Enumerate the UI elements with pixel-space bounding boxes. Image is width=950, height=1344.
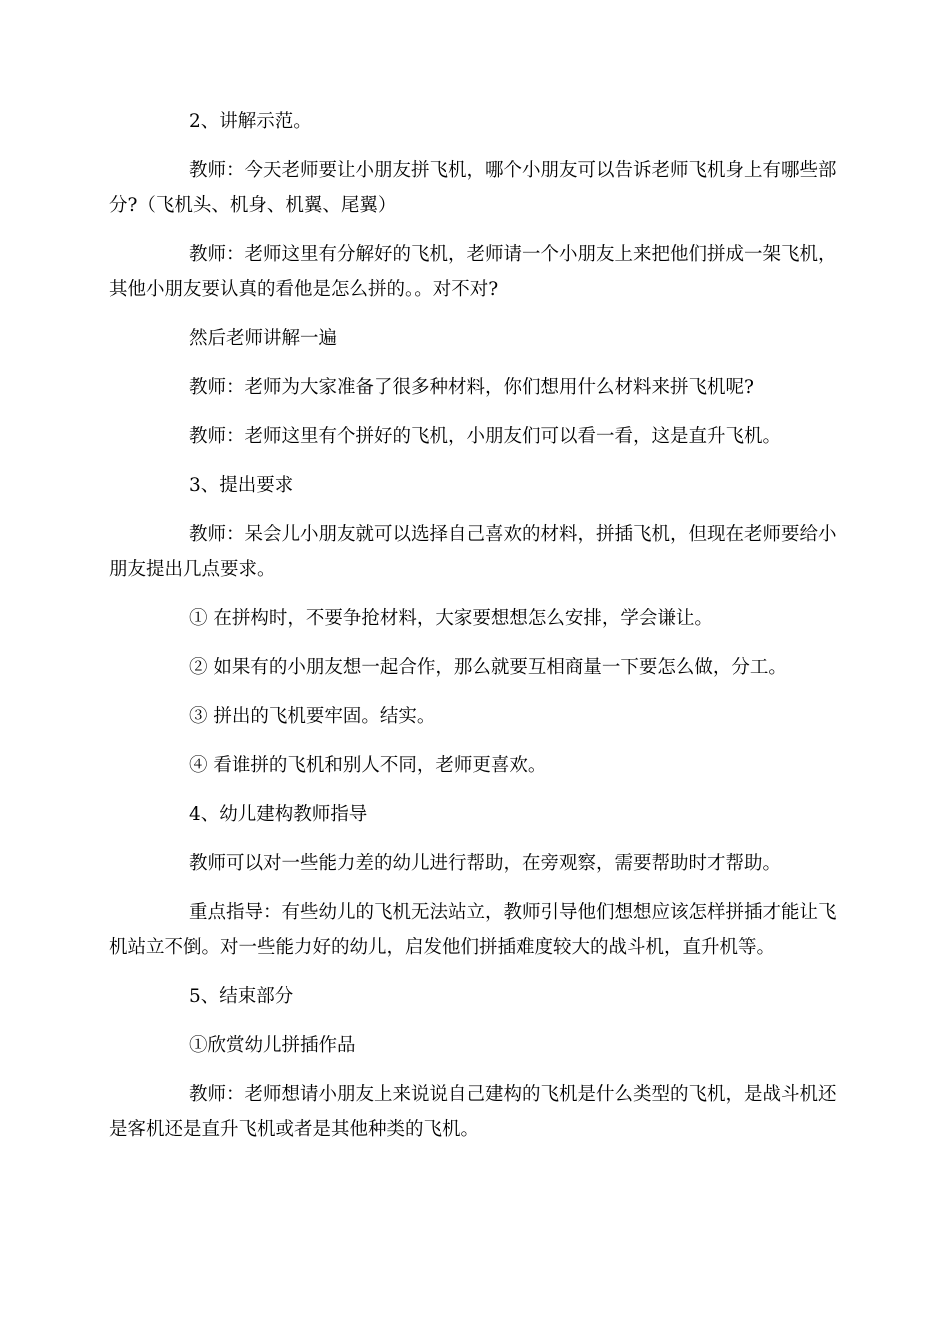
paragraph-teacher-demo: 教师：老师这里有分解好的飞机，老师请一个小朋友上来把他们拼成一架飞机，其他小朋友要认真的看他是怎么拼的。。对不对?	[109, 244, 837, 300]
paragraph-requirements-intro: 教师：呆会儿小朋友就可以选择自己喜欢的材料，拼插飞机，但现在老师要给小朋友提出几点要求。	[109, 524, 837, 580]
paragraph-teacher-closing: 教师：老师想请小朋友上来说说自己建构的飞机是什么类型的飞机，是战斗机还是客机还是直升飞机或者是其他种类的飞机。	[109, 1084, 837, 1140]
paragraph-requirement-1: ① 在拼构时，不要争抢材料，大家要想想怎么安排，学会谦让。	[189, 608, 713, 629]
paragraph-step-5-heading: 5、结束部分	[189, 986, 294, 1007]
paragraph-teacher-help: 教师可以对一些能力差的幼儿进行帮助，在旁观察，需要帮助时才帮助。	[189, 853, 782, 874]
paragraph-key-guidance: 重点指导：有些幼儿的飞机无法站立，教师引导他们想想应该怎样拼插才能让飞机站立不倒。对一些能力好的幼儿，启发他们拼插难度较大的战斗机，直升机等。	[109, 902, 837, 958]
paragraph-teacher-explain: 然后老师讲解一遍	[189, 328, 338, 349]
paragraph-helicopter: 教师：老师这里有个拼好的飞机，小朋友们可以看一看，这是直升飞机。	[189, 426, 782, 447]
paragraph-step-4-heading: 4、幼儿建构教师指导	[189, 804, 368, 825]
paragraph-materials: 教师：老师为大家准备了很多种材料，你们想用什么材料来拼飞机呢?	[189, 377, 754, 398]
paragraph-requirement-4: ④ 看谁拼的飞机和别人不同，老师更喜欢。	[189, 755, 547, 776]
paragraph-teacher-intro: 教师：今天老师要让小朋友拼飞机，哪个小朋友可以告诉老师飞机身上有哪些部分?（飞机头、机身、机翼、尾翼）	[109, 160, 837, 216]
paragraph-step-2-heading: 2、讲解示范。	[189, 111, 312, 132]
paragraph-appreciate-works: ①欣赏幼儿拼插作品	[189, 1035, 356, 1056]
paragraph-step-3-heading: 3、提出要求	[189, 475, 294, 496]
paragraph-requirement-2: ② 如果有的小朋友想一起合作，那么就要互相商量一下要怎么做，分工。	[189, 657, 787, 678]
paragraph-requirement-3: ③ 拼出的飞机要牢固。结实。	[189, 706, 436, 727]
